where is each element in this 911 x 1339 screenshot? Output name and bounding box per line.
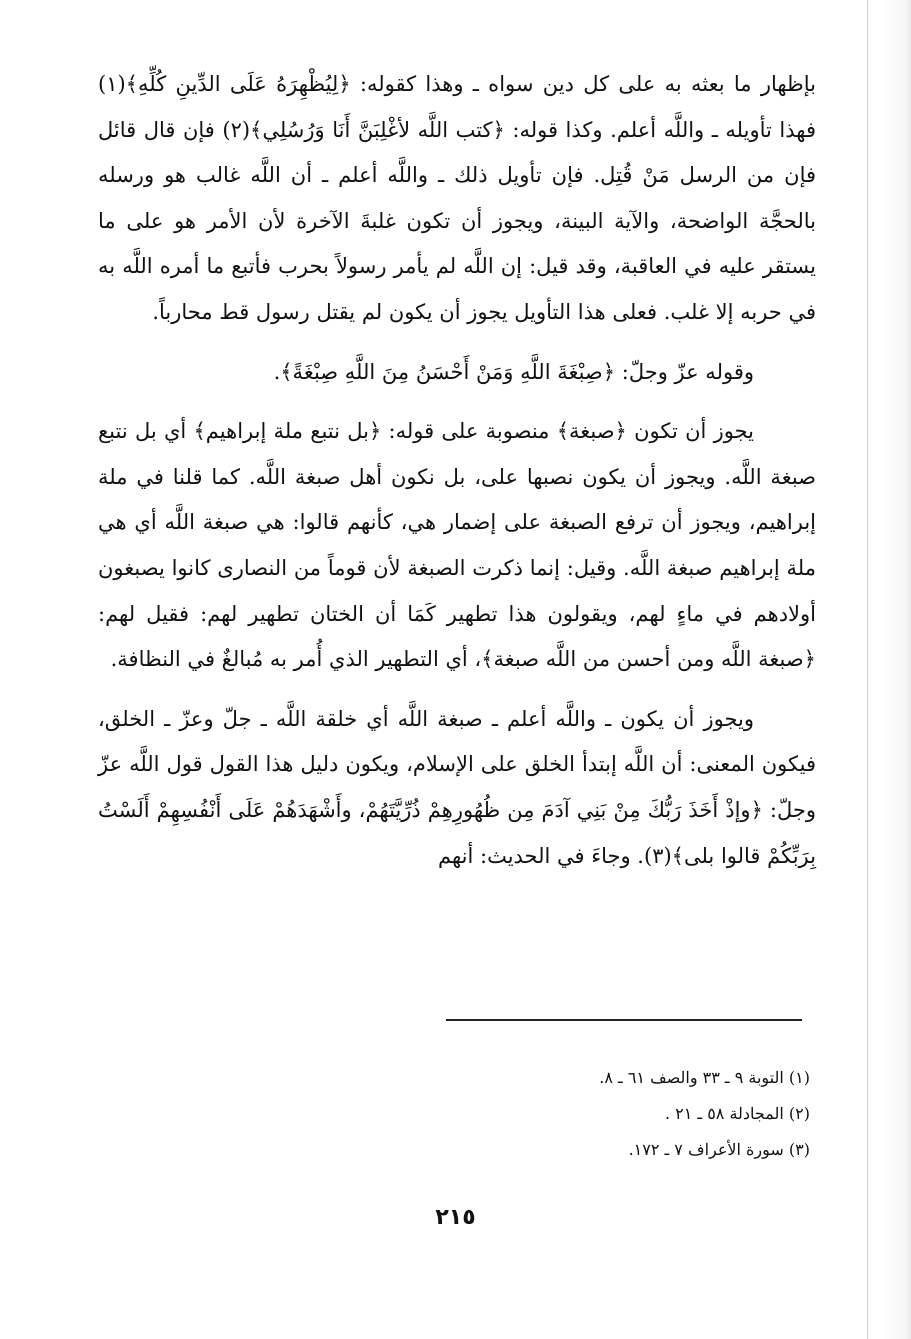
paragraph-4: ويجوز أن يكون ـ واللَّه أعلم ـ صبغة اللَّه أي خلقة اللَّه ـ جلّ وعزّ ـ الخلق، فيكون المعنى: أن اللَّه إبتدأ الخلق على الإسلام، ويكون دليل هذا القول قول اللَّه عزّ وجلّ: ﴿وإذْ أَخَذَ رَبُّكَ مِنْ بَنِي آدَمَ مِن ظُهُورِهِمْ ذُرِّيَّتَهُمْ، وأَشْهَدَهُمْ عَلَى أَنْفُسِهِمْ أَلَسْتُ بِرَبِّكُمْ قالوا بلى﴾(٣). وجاءَ في الحديث: أنهم bbox=[98, 706, 816, 868]
scan-binding-line bbox=[867, 0, 868, 1339]
footnote-3: (٣) سورة الأعراف ٧ ـ ١٧٢. bbox=[628, 1140, 810, 1159]
paragraph-3: يجوز أن تكون ﴿صبغة﴾ منصوبة على قوله: ﴿بل نتبع ملة إبراهيم﴾ أي بل نتبع صبغة اللَّه. ويجوز أن يكون نصبها على، بل نكون أهل صبغة اللَّه. كما قلنا في ملة إبراهيم، ويجوز أن ترفع الصبغة على إضمار هي، كأنهم قالوا: هي صبغة اللَّه أي هي ملة إبراهيم صبغة اللَّه. وقيل: إنما ذكرت الصبغة لأن قوماً من النصارى كانوا يصبغون أولادهم في ماءٍ لهم، ويقولون هذا تطهير كَمَا أن الختان تطهير لهم: فقيل لهم: ﴿صبغة اللَّه ومن أحسن من اللَّه صبغة﴾، أي التطهير الذي أُمر به مُبالغٌ في النظافة. bbox=[98, 419, 816, 672]
scan-page-edge bbox=[881, 0, 911, 1339]
page-number: ٢١٥ bbox=[435, 1205, 476, 1230]
paragraph-1: بإظهار ما بعثه به على كل دين سواه ـ وهذا كقوله: ﴿لِيُظْهِرَهُ عَلَى الدِّينِ كُلِّهِ﴾(١) فهذا تأويله ـ واللَّه أعلم. وكذا قوله: ﴿كتب اللَّه لأغْلِبَنَّ أَنَا وَرُسُلِي﴾(٢) فإن قال قائل فإن من الرسل مَنْ قُتِل. فإن تأويل ذلك ـ واللَّه أعلم ـ أن اللَّه غالب هو ورسله بالحجَّة الواضحة، والآية البينة، ويجوز أن تكون غلبةَ الآخرة لأن الأمر هو على ما يستقر عليه في العاقبة، وقد قيل: إن اللَّه لم يأمر رسولاً بحرب فأتبع ما أمره اللَّه به في حربه إلا غلب. فعلى هذا التأويل يجوز أن يكون لم يقتل رسول قط محارباً. bbox=[98, 72, 816, 324]
paragraph-2: وقوله عزّ وجلّ: ﴿صِبْغَةَ اللَّهِ وَمَنْ أَحْسَنُ مِنَ اللَّهِ صِبْغَةً﴾. bbox=[273, 359, 754, 384]
footnote-separator bbox=[446, 1019, 802, 1021]
footnotes bbox=[98, 1060, 810, 1168]
main-text bbox=[98, 62, 816, 879]
footnote-2: (٢) المجادلة ٥٨ ـ ٢١ . bbox=[664, 1104, 810, 1123]
footnote-1: (١) التوبة ٩ ـ ٣٣ والصف ٦١ ـ ٨. bbox=[599, 1068, 810, 1087]
